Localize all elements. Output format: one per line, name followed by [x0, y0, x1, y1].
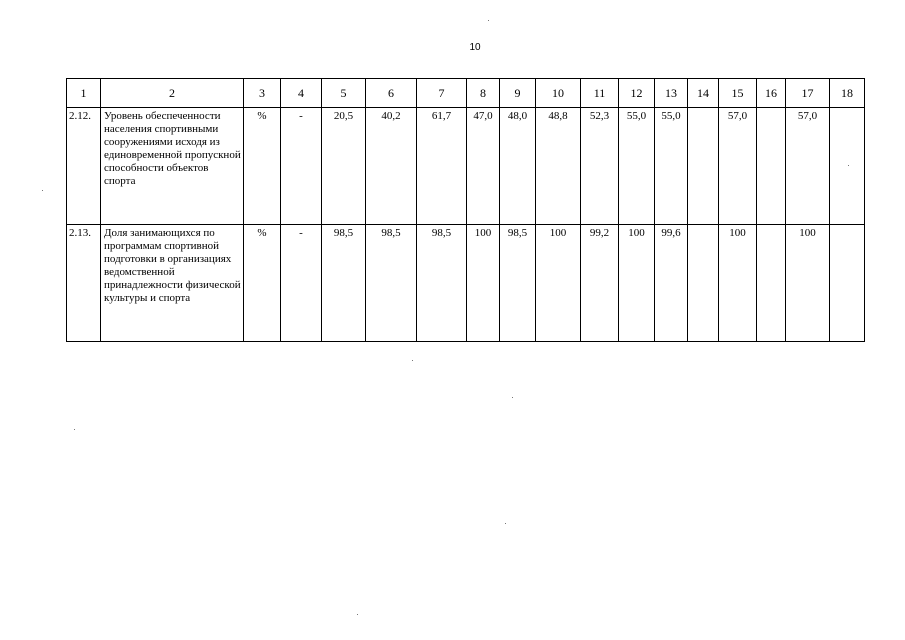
value-cell: 55,0: [655, 108, 688, 225]
header-cell: 8: [467, 79, 500, 108]
header-cell: 13: [655, 79, 688, 108]
value-cell: -: [281, 225, 322, 342]
value-cell: [757, 225, 786, 342]
value-cell: 99,6: [655, 225, 688, 342]
table-row: [67, 225, 865, 342]
value-cell: 100: [467, 225, 500, 342]
header-cell: 4: [281, 79, 322, 108]
value-cell: 40,2: [366, 108, 417, 225]
scan-speck: [42, 190, 43, 191]
indicator-name: Доля занимающихся по программам спортивной подготовки в организациях ведомственной принадлежности физической культуры и спорта: [101, 225, 244, 342]
value-cell: 57,0: [786, 108, 830, 225]
header-cell: 7: [417, 79, 467, 108]
value-cell: -: [281, 108, 322, 225]
header-cell: 18: [830, 79, 865, 108]
value-cell: 57,0: [719, 108, 757, 225]
value-cell: 100: [536, 225, 581, 342]
unit-cell: %: [244, 108, 281, 225]
value-cell: [688, 225, 719, 342]
header-cell: 12: [619, 79, 655, 108]
header-cell: 5: [322, 79, 366, 108]
header-cell: 10: [536, 79, 581, 108]
value-cell: 47,0: [467, 108, 500, 225]
value-cell: 48,0: [500, 108, 536, 225]
value-cell: 98,5: [417, 225, 467, 342]
value-cell: 52,3: [581, 108, 619, 225]
value-cell: [830, 225, 865, 342]
row-code: 2.13.: [67, 225, 101, 342]
value-cell: 98,5: [366, 225, 417, 342]
header-cell: 3: [244, 79, 281, 108]
header-cell: 16: [757, 79, 786, 108]
value-cell: 100: [619, 225, 655, 342]
scan-speck: [488, 20, 489, 21]
header-cell: 2: [101, 79, 244, 108]
value-cell: 55,0: [619, 108, 655, 225]
header-cell: 9: [500, 79, 536, 108]
page-number: 10: [469, 42, 481, 53]
value-cell: 98,5: [322, 225, 366, 342]
header-cell: 15: [719, 79, 757, 108]
scan-speck: [512, 397, 513, 398]
value-cell: 100: [786, 225, 830, 342]
scan-speck: [74, 429, 75, 430]
scan-speck: [412, 360, 413, 361]
header-cell: 11: [581, 79, 619, 108]
table-row: [67, 108, 865, 225]
header-cell: 6: [366, 79, 417, 108]
value-cell: 61,7: [417, 108, 467, 225]
value-cell: 48,8: [536, 108, 581, 225]
header-row: [67, 79, 865, 108]
scan-speck: [848, 165, 849, 166]
header-cell: 1: [67, 79, 101, 108]
value-cell: [830, 108, 865, 225]
value-cell: 98,5: [500, 225, 536, 342]
value-cell: 100: [719, 225, 757, 342]
indicators-table: [66, 78, 865, 342]
unit-cell: %: [244, 225, 281, 342]
scan-speck: [505, 523, 506, 524]
indicator-name: Уровень обеспеченности населения спортивными сооружениями исходя из единовременной пропускной способности объектов спорта: [101, 108, 244, 225]
row-code: 2.12.: [67, 108, 101, 225]
value-cell: [757, 108, 786, 225]
header-cell: 14: [688, 79, 719, 108]
value-cell: 20,5: [322, 108, 366, 225]
scan-speck: [357, 614, 358, 615]
value-cell: 99,2: [581, 225, 619, 342]
header-cell: 17: [786, 79, 830, 108]
value-cell: [688, 108, 719, 225]
